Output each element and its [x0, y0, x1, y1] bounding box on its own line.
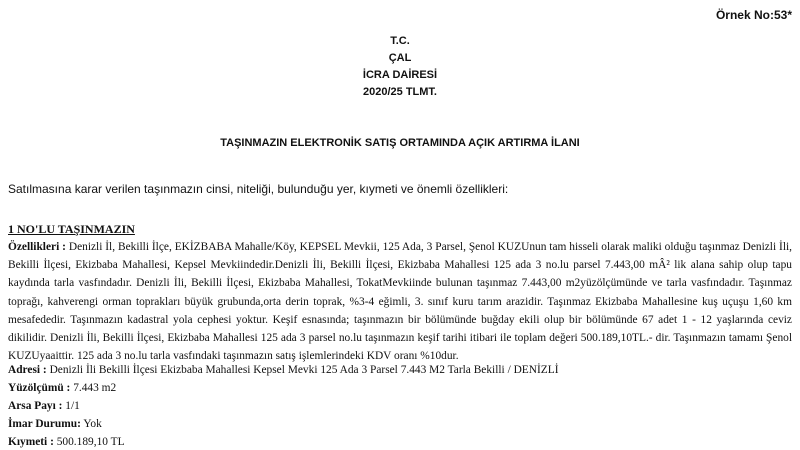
intro-text: Satılmasına karar verilen taşınmazın cinsi, niteliği, bulunduğu yer, kıymeti ve önemli özellikleri:: [8, 182, 509, 196]
header-file-number: 2020/25 TLMT.: [363, 86, 437, 98]
document-title: TAŞINMAZIN ELEKTRONİK SATIŞ ORTAMINDA AÇIK ARTIRMA İLANI: [220, 137, 580, 149]
value-label: Kıymeti :: [8, 436, 54, 448]
zoning-row: [8, 418, 102, 430]
address-label: Adresi :: [8, 364, 47, 376]
address-row: [8, 364, 559, 376]
property-features: [8, 238, 792, 365]
features-label: Özellikleri :: [8, 241, 66, 253]
area-label: Yüzölçümü :: [8, 382, 71, 394]
zoning-value: Yok: [80, 418, 102, 430]
area-value: 7.443 m2: [70, 382, 117, 394]
section-title: 1 NO'LU TAŞINMAZIN: [8, 222, 135, 236]
address-value: Denizli İli Bekilli İlçesi Ekizbaba Mahallesi Kepsel Mevki 125 Ada 3 Parsel 7.443 M2 Tarla Bekilli / DENİZLİ: [46, 364, 559, 376]
land-share-value: 1/1: [62, 400, 80, 412]
area-row: [8, 382, 116, 394]
land-share-label: Arsa Payı :: [8, 400, 63, 412]
zoning-label: İmar Durumu:: [8, 418, 81, 430]
features-text: Denizli İl, Bekilli İlçe, EKİZBABA Mahalle/Köy, KEPSEL Mevkii, 125 Ada, 3 Parsel, Şenol KUZUnun tam hisseli olarak maliki olduğu taşınmaz Denizli İli, Bekilli İlçesi, Ekizbaba Mahallesi, Kepsel Mevkiindedir.Denizli İli, Bekilli İlçesi, Ekizbaba Mahallesi 125 ada 3 no.lu parsel 7.443,00 mÂ² lik alana sahip olup tapu kaydında tarla vasfındadır. Denizli İli, Bekilli İlçesi, Ekizbaba Mahallesi, TokatMevkiinde bulunan taşınmaz 7.443,00 m2yüzölçümünde ve tarla vasfındadır. Taşınmaz toprağı, kahverengi orman toprakları büyük grubunda,orta derin toprak, %3-4 eğimli, 3. sınıf kuru tarım arazidir. Taşınmaz Ekizbaba Mahallesine kuş uçuşu 1,60 km mesafededir. Taşınmazın kadastral yola cephesi yoktur. Keşif esnasında; taşınmazın bir bölümünde buğday ekili olup bir bölümünde 67 adet 1 - 12 yaşlarında ceviz dikilidir. Denizli İli, Bekilli İlçesi, Ekizbaba Mahallesi 125 ada 3 parsel no.lu taşınmazın keşif tarihi itibari ile toplam değeri 500.189,10TL.- dir. Taşınmazın tamamı Şenol KUZUyaaittir. 125 ada 3 no.lu tarla vasfındaki taşınmazın satış işlemlerindeki KDV oranı %10dur.: [8, 241, 792, 363]
document-header: [0, 33, 800, 101]
land-share-row: [8, 400, 80, 412]
header-country: T.C.: [390, 35, 410, 47]
header-district: ÇAL: [388, 52, 412, 64]
value-row: [8, 436, 125, 448]
document-number: Örnek No:53*: [715, 8, 792, 22]
value-amount: 500.189,10 TL: [53, 436, 125, 448]
header-office: İCRA DAİRESİ: [362, 69, 438, 81]
